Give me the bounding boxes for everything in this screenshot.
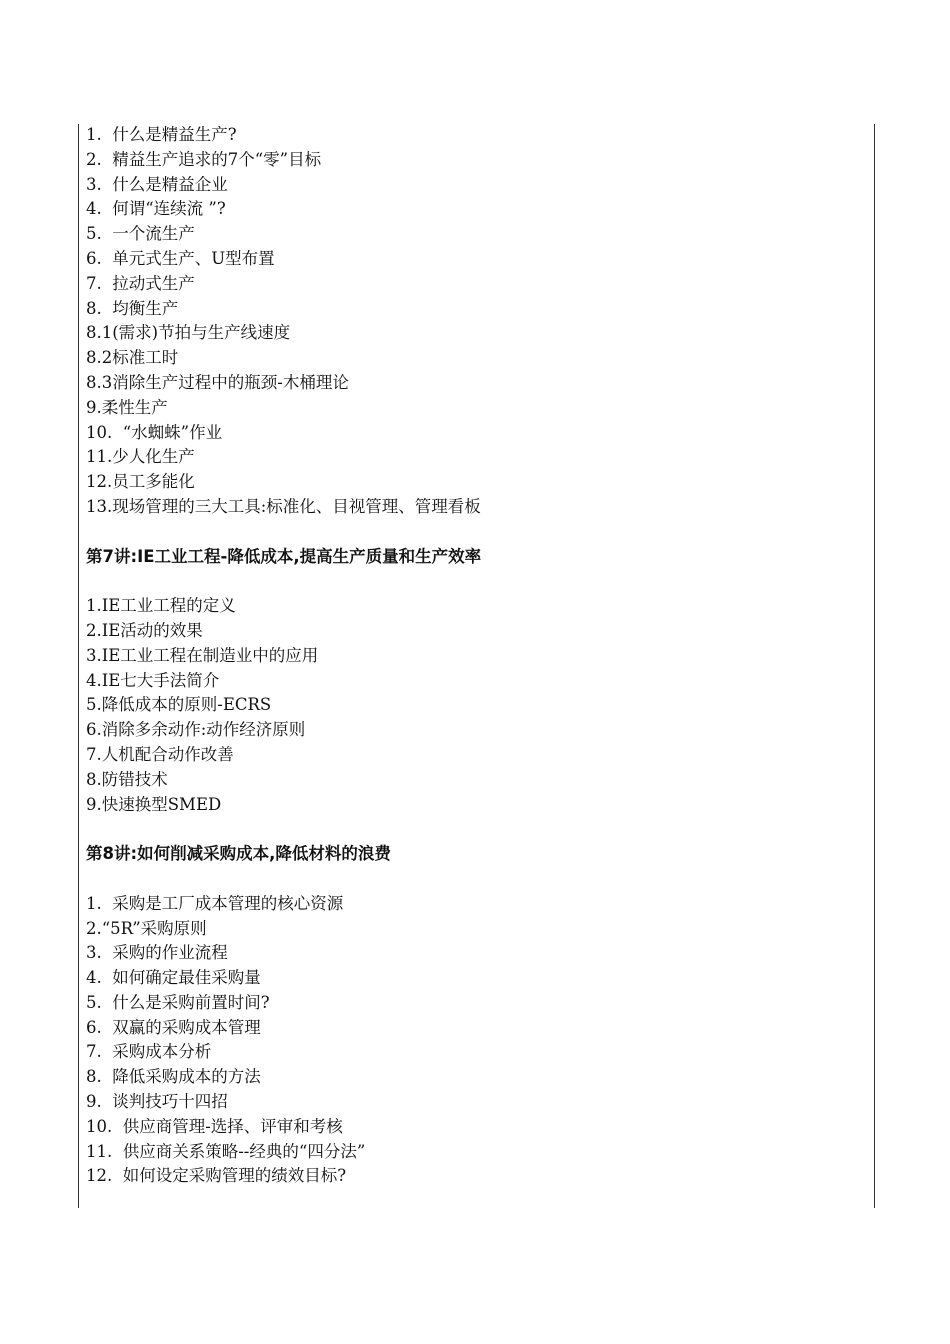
list-item: 6. 双赢的采购成本管理: [86, 1017, 261, 1037]
list-item: 4.IE七大手法简介: [86, 670, 220, 690]
list-item: 13.现场管理的三大工具:标准化、目视管理、管理看板: [86, 496, 481, 516]
list-item: 8. 均衡生产: [86, 298, 179, 318]
list-item: 9.快速换型SMED: [86, 794, 222, 814]
section-heading: 第7讲:IE工业工程-降低成本,提高生产质量和生产效率: [86, 546, 482, 566]
list-item: 2.IE活动的效果: [86, 620, 203, 640]
list-item: 10. “水蜘蛛”作业: [86, 422, 223, 442]
spacer: [86, 520, 856, 545]
list-item: 3. 什么是精益企业: [86, 174, 228, 194]
section-8: [86, 842, 856, 1189]
spacer: [86, 569, 856, 594]
section-heading: 第8讲:如何削减采购成本,降低材料的浪费: [86, 844, 391, 864]
list-item: 5.降低成本的原则-ECRS: [86, 695, 272, 715]
list-item: 12.员工多能化: [86, 472, 195, 492]
lean-production-list: [86, 123, 856, 520]
list-item: 3.IE工业工程在制造业中的应用: [86, 645, 319, 665]
list-item: 4. 何谓“连续流 ”?: [86, 199, 226, 219]
list-item: 1. 什么是精益生产?: [86, 125, 237, 144]
list-item: 5. 什么是采购前置时间?: [86, 992, 270, 1012]
list-item: 11.少人化生产: [86, 447, 195, 467]
document-body: [86, 123, 856, 1189]
section-7: [86, 545, 856, 818]
list-item: 9. 谈判技巧十四招: [86, 1092, 228, 1112]
list-item: 8. 降低采购成本的方法: [86, 1067, 261, 1087]
list-item: 3. 采购的作业流程: [86, 943, 228, 963]
list-item: 10. 供应商管理-选择、评审和考核: [86, 1116, 343, 1136]
list-item: 2.“5R”采购原则: [86, 918, 207, 938]
list-item: 11. 供应商关系策略--经典的“四分法”: [86, 1141, 366, 1161]
list-item: 12. 如何设定采购管理的绩效目标?: [86, 1166, 347, 1186]
list-item: 9.柔性生产: [86, 397, 168, 417]
list-item: 2. 精益生产追求的7个“零”目标: [86, 149, 322, 169]
list-item: 6. 单元式生产、U型布置: [86, 248, 275, 268]
list-item: 8.防错技术: [86, 769, 168, 789]
list-item: 7. 拉动式生产: [86, 273, 195, 293]
spacer: [86, 867, 856, 892]
list-item: 7. 采购成本分析: [86, 1042, 212, 1062]
spacer: [86, 817, 856, 842]
list-item: 7.人机配合动作改善: [86, 744, 234, 764]
list-item: 8.3消除生产过程中的瓶颈-木桶理论: [86, 372, 349, 392]
list-item: 6.消除多余动作:动作经济原则: [86, 720, 306, 740]
list-item: 8.2标准工时: [86, 348, 179, 368]
list-item: 1. 采购是工厂成本管理的核心资源: [86, 893, 344, 913]
list-item: 4. 如何确定最佳采购量: [86, 968, 261, 988]
list-item: 1.IE工业工程的定义: [86, 596, 236, 616]
list-item: 5. 一个流生产: [86, 224, 195, 244]
list-item: 8.1(需求)节拍与生产线速度: [86, 323, 291, 343]
